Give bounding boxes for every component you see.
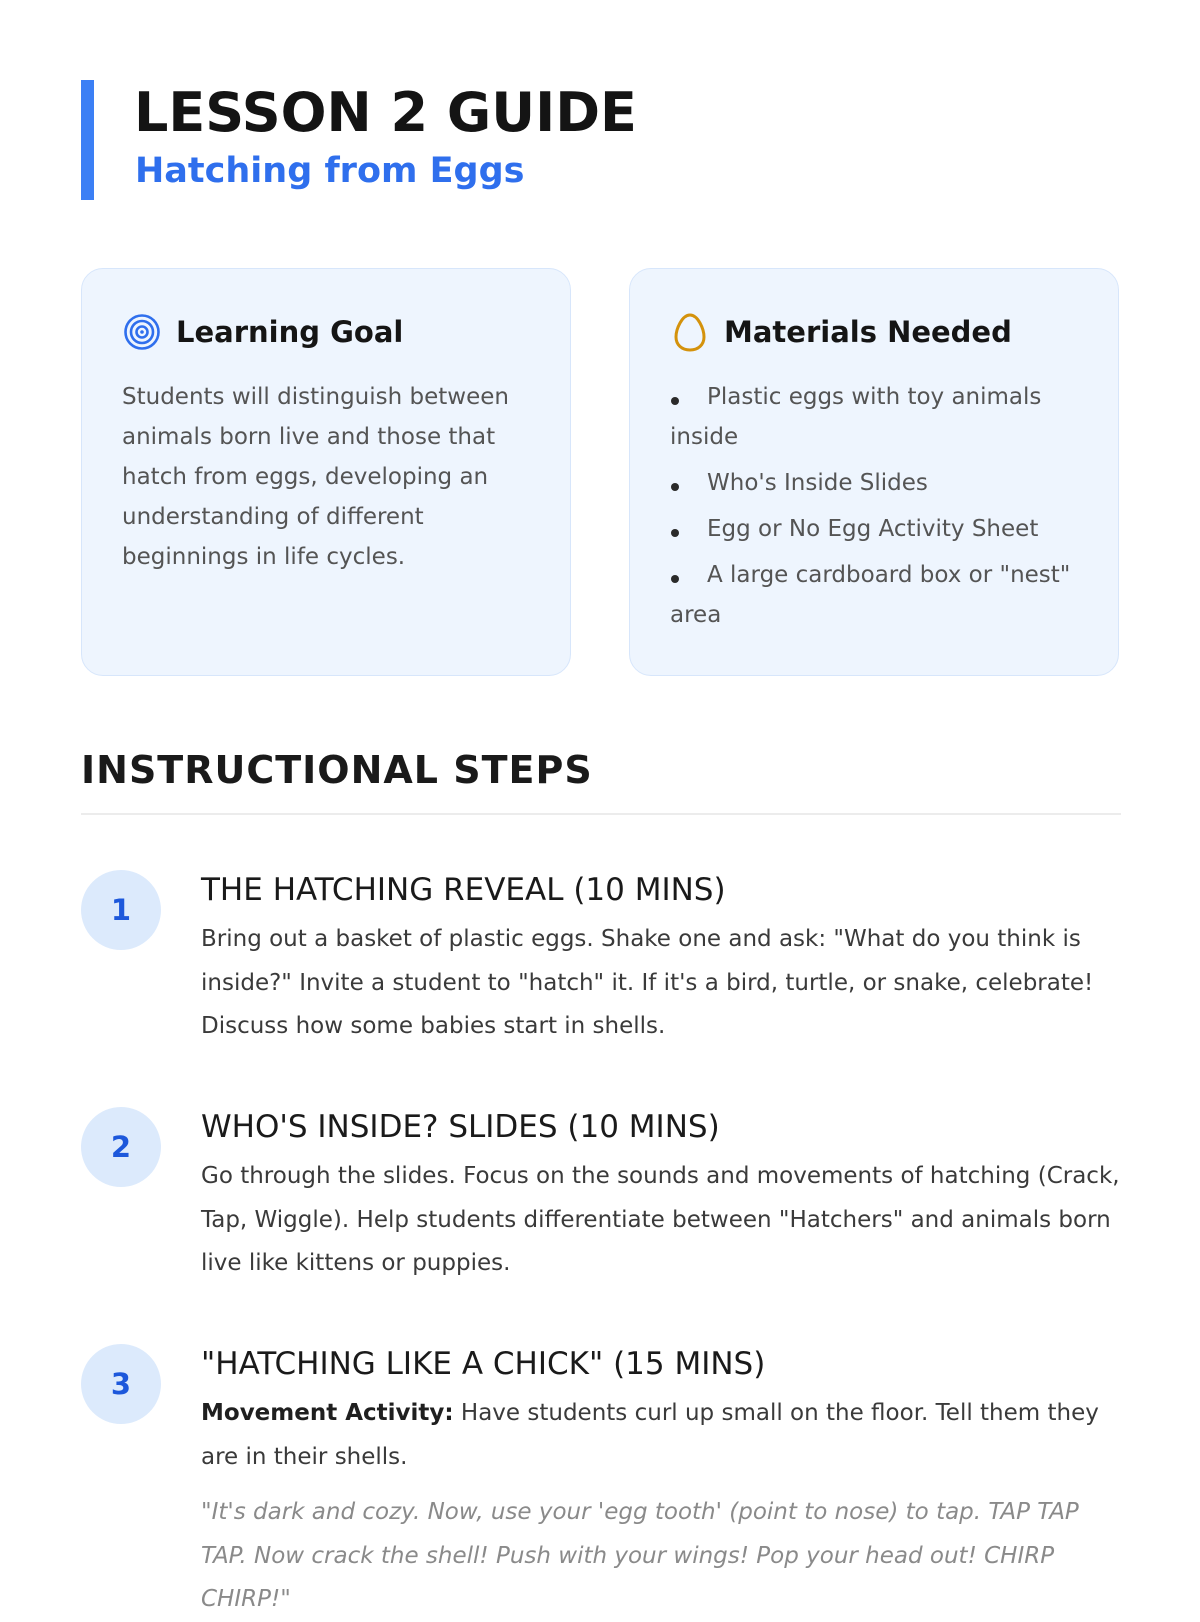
egg-icon bbox=[670, 312, 710, 352]
step-text: Bring out a basket of plastic eggs. Shake one and ask: "What do you think is inside?" Invite a student to "hatch" it. If it's a bird, turtle, or snake, celebrate! Discuss how some babies start in shells. bbox=[201, 926, 1094, 1039]
learning-goal-text: Students will distinguish between animals born live and those that hatch from eggs, developing an understanding of different beginnings in life cycles. bbox=[122, 384, 509, 570]
step-body-text: Have students curl up small on the floor. Tell them they are in their shells. bbox=[201, 1400, 1099, 1470]
step-title: THE HATCHING REVEAL (10 MINS) bbox=[201, 872, 726, 908]
material-label: Who's Inside Slides bbox=[707, 470, 928, 496]
lesson-header bbox=[81, 80, 1121, 200]
material-label: Egg or No Egg Activity Sheet bbox=[707, 516, 1039, 542]
step-text: Go through the slides. Focus on the sounds and movements of hatching (Crack, Tap, Wiggle). Help students differentiate between "Hatchers" and animals born live like kittens or puppies. bbox=[201, 1163, 1120, 1276]
step-text bbox=[201, 1392, 1121, 1479]
learning-goal-card bbox=[81, 268, 571, 676]
materials-header bbox=[670, 309, 1012, 355]
step-number-badge: 3 bbox=[81, 1344, 161, 1424]
list-item bbox=[670, 555, 1090, 635]
materials-body bbox=[670, 377, 1090, 641]
step-content bbox=[201, 870, 1121, 1049]
step-content bbox=[201, 1344, 1121, 1622]
page-title: LESSON 2 GUIDE bbox=[134, 81, 637, 144]
learning-goal-title: Learning Goal bbox=[176, 315, 404, 349]
list-item bbox=[670, 377, 1090, 457]
section-divider bbox=[81, 813, 1121, 815]
header-accent-bar bbox=[81, 80, 94, 200]
step-number-badge: 1 bbox=[81, 870, 161, 950]
materials-title: Materials Needed bbox=[724, 315, 1012, 349]
step-number-badge: 2 bbox=[81, 1107, 161, 1187]
material-label: Plastic eggs with toy animals inside bbox=[670, 384, 1042, 450]
materials-list bbox=[670, 377, 1090, 635]
learning-goal-header bbox=[122, 309, 403, 355]
material-label: A large cardboard box or "nest" area bbox=[670, 562, 1071, 628]
step-lead-label: Movement Activity: bbox=[201, 1400, 454, 1426]
list-item bbox=[670, 463, 1090, 503]
step-quote: "It's dark and cozy. Now, use your 'egg tooth' (point to nose) to tap. TAP TAP TAP. Now crack the shell! Push with your wings! Pop your head out! CHIRP CHIRP!" bbox=[201, 1499, 1079, 1612]
target-icon bbox=[122, 312, 162, 352]
list-item bbox=[670, 509, 1090, 549]
step-content bbox=[201, 1107, 1121, 1286]
materials-card bbox=[629, 268, 1119, 676]
step-title: "HATCHING LIKE A CHICK" (15 MINS) bbox=[201, 1346, 766, 1382]
page-subtitle: Hatching from Eggs bbox=[135, 151, 525, 191]
step-title: WHO'S INSIDE? SLIDES (10 MINS) bbox=[201, 1109, 720, 1145]
instructional-steps-heading: INSTRUCTIONAL STEPS bbox=[81, 748, 593, 792]
